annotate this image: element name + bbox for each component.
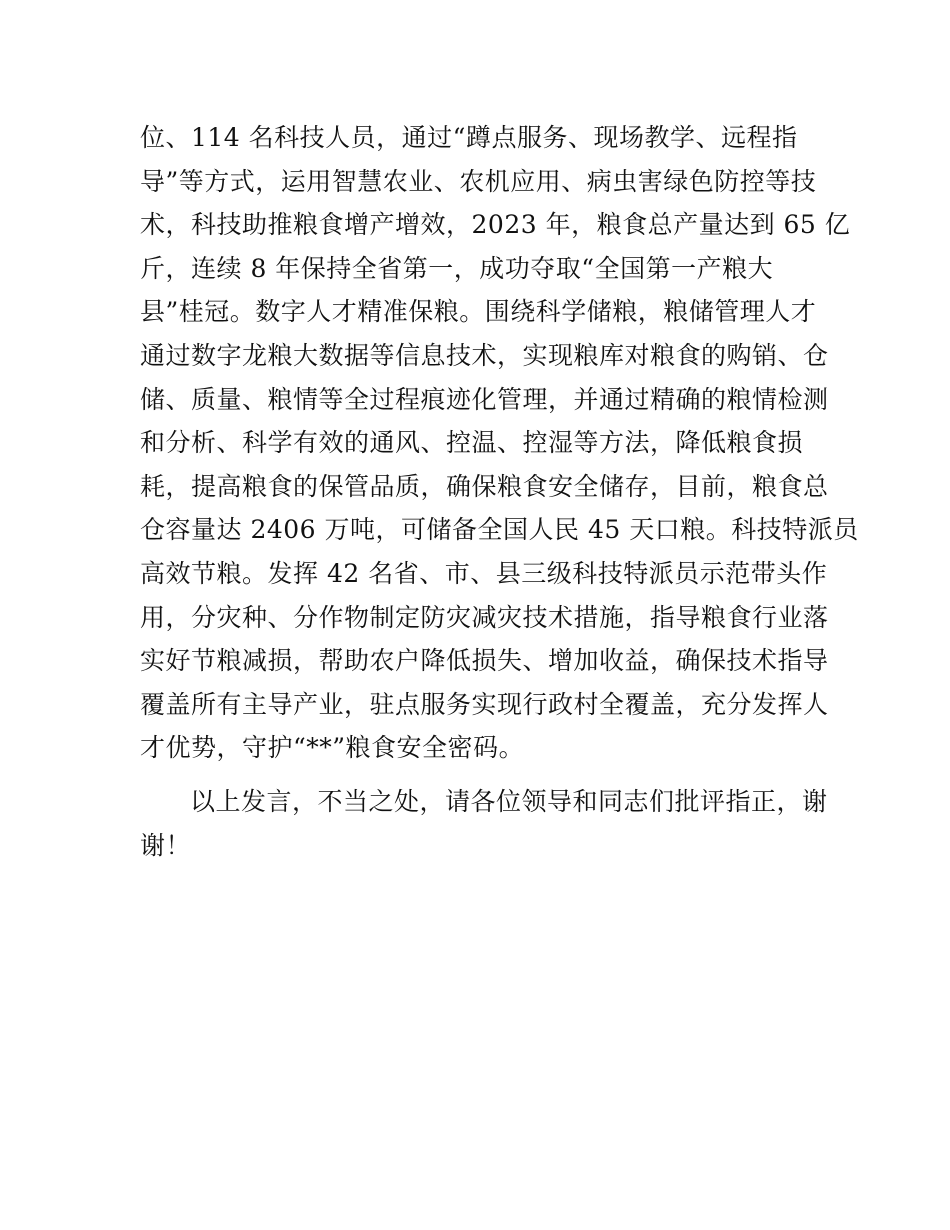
text-line: 仓容量达 2406 万吨，可储备全国人民 45 天口粮。科技特派员 xyxy=(140,515,859,545)
text-line: 位、114 名科技人员，通过“蹲点服务、现场教学、远程指 xyxy=(140,123,798,152)
text-line: 实好节粮减损，帮助农户降低损失、增加收益，确保技术指导 xyxy=(140,646,829,676)
paragraph-closing xyxy=(140,780,828,867)
text-line: 用，分灾种、分作物制定防灾减灾技术措施，指导粮食行业落 xyxy=(140,602,829,632)
text-line: 通过数字龙粮大数据等信息技术，实现粮库对粮食的购销、仓 xyxy=(140,340,829,370)
text-line: 耗，提高粮食的保管品质，确保粮食安全储存，目前，粮食总 xyxy=(140,471,829,501)
text-line: 县”桂冠。数字人才精准保粮。围绕科学储粮，粮储管理人才 xyxy=(140,297,817,327)
text-line: 才优势，守护“**”粮食安全密码。 xyxy=(140,733,525,763)
paragraph-technology-grain xyxy=(140,116,859,770)
document-body xyxy=(140,116,859,867)
text-line: 高效节粮。发挥 42 名省、市、县三级科技特派员示范带头作 xyxy=(140,558,828,588)
paragraph-spacer xyxy=(140,770,816,780)
text-line: 以上发言，不当之处，请各位领导和同志们批评指正，谢 xyxy=(190,786,828,816)
text-line: 储、质量、粮情等全过程痕迹化管理，并通过精确的粮情检测 xyxy=(140,384,829,414)
text-line: 覆盖所有主导产业，驻点服务实现行政村全覆盖，充分发挥人 xyxy=(140,689,829,719)
text-line: 斤，连续 8 年保持全省第一，成功夺取“全国第一产粮大 xyxy=(140,253,774,283)
text-line: 和分析、科学有效的通风、控温、控湿等方法，降低粮食损 xyxy=(140,428,804,458)
text-line: 导”等方式，运用智慧农业、农机应用、病虫害绿色防控等技 xyxy=(140,166,817,196)
text-line: 术，科技助推粮食增产增效，2023 年，粮食总产量达到 65 亿 xyxy=(140,210,851,240)
text-line: 谢！ xyxy=(140,830,192,860)
